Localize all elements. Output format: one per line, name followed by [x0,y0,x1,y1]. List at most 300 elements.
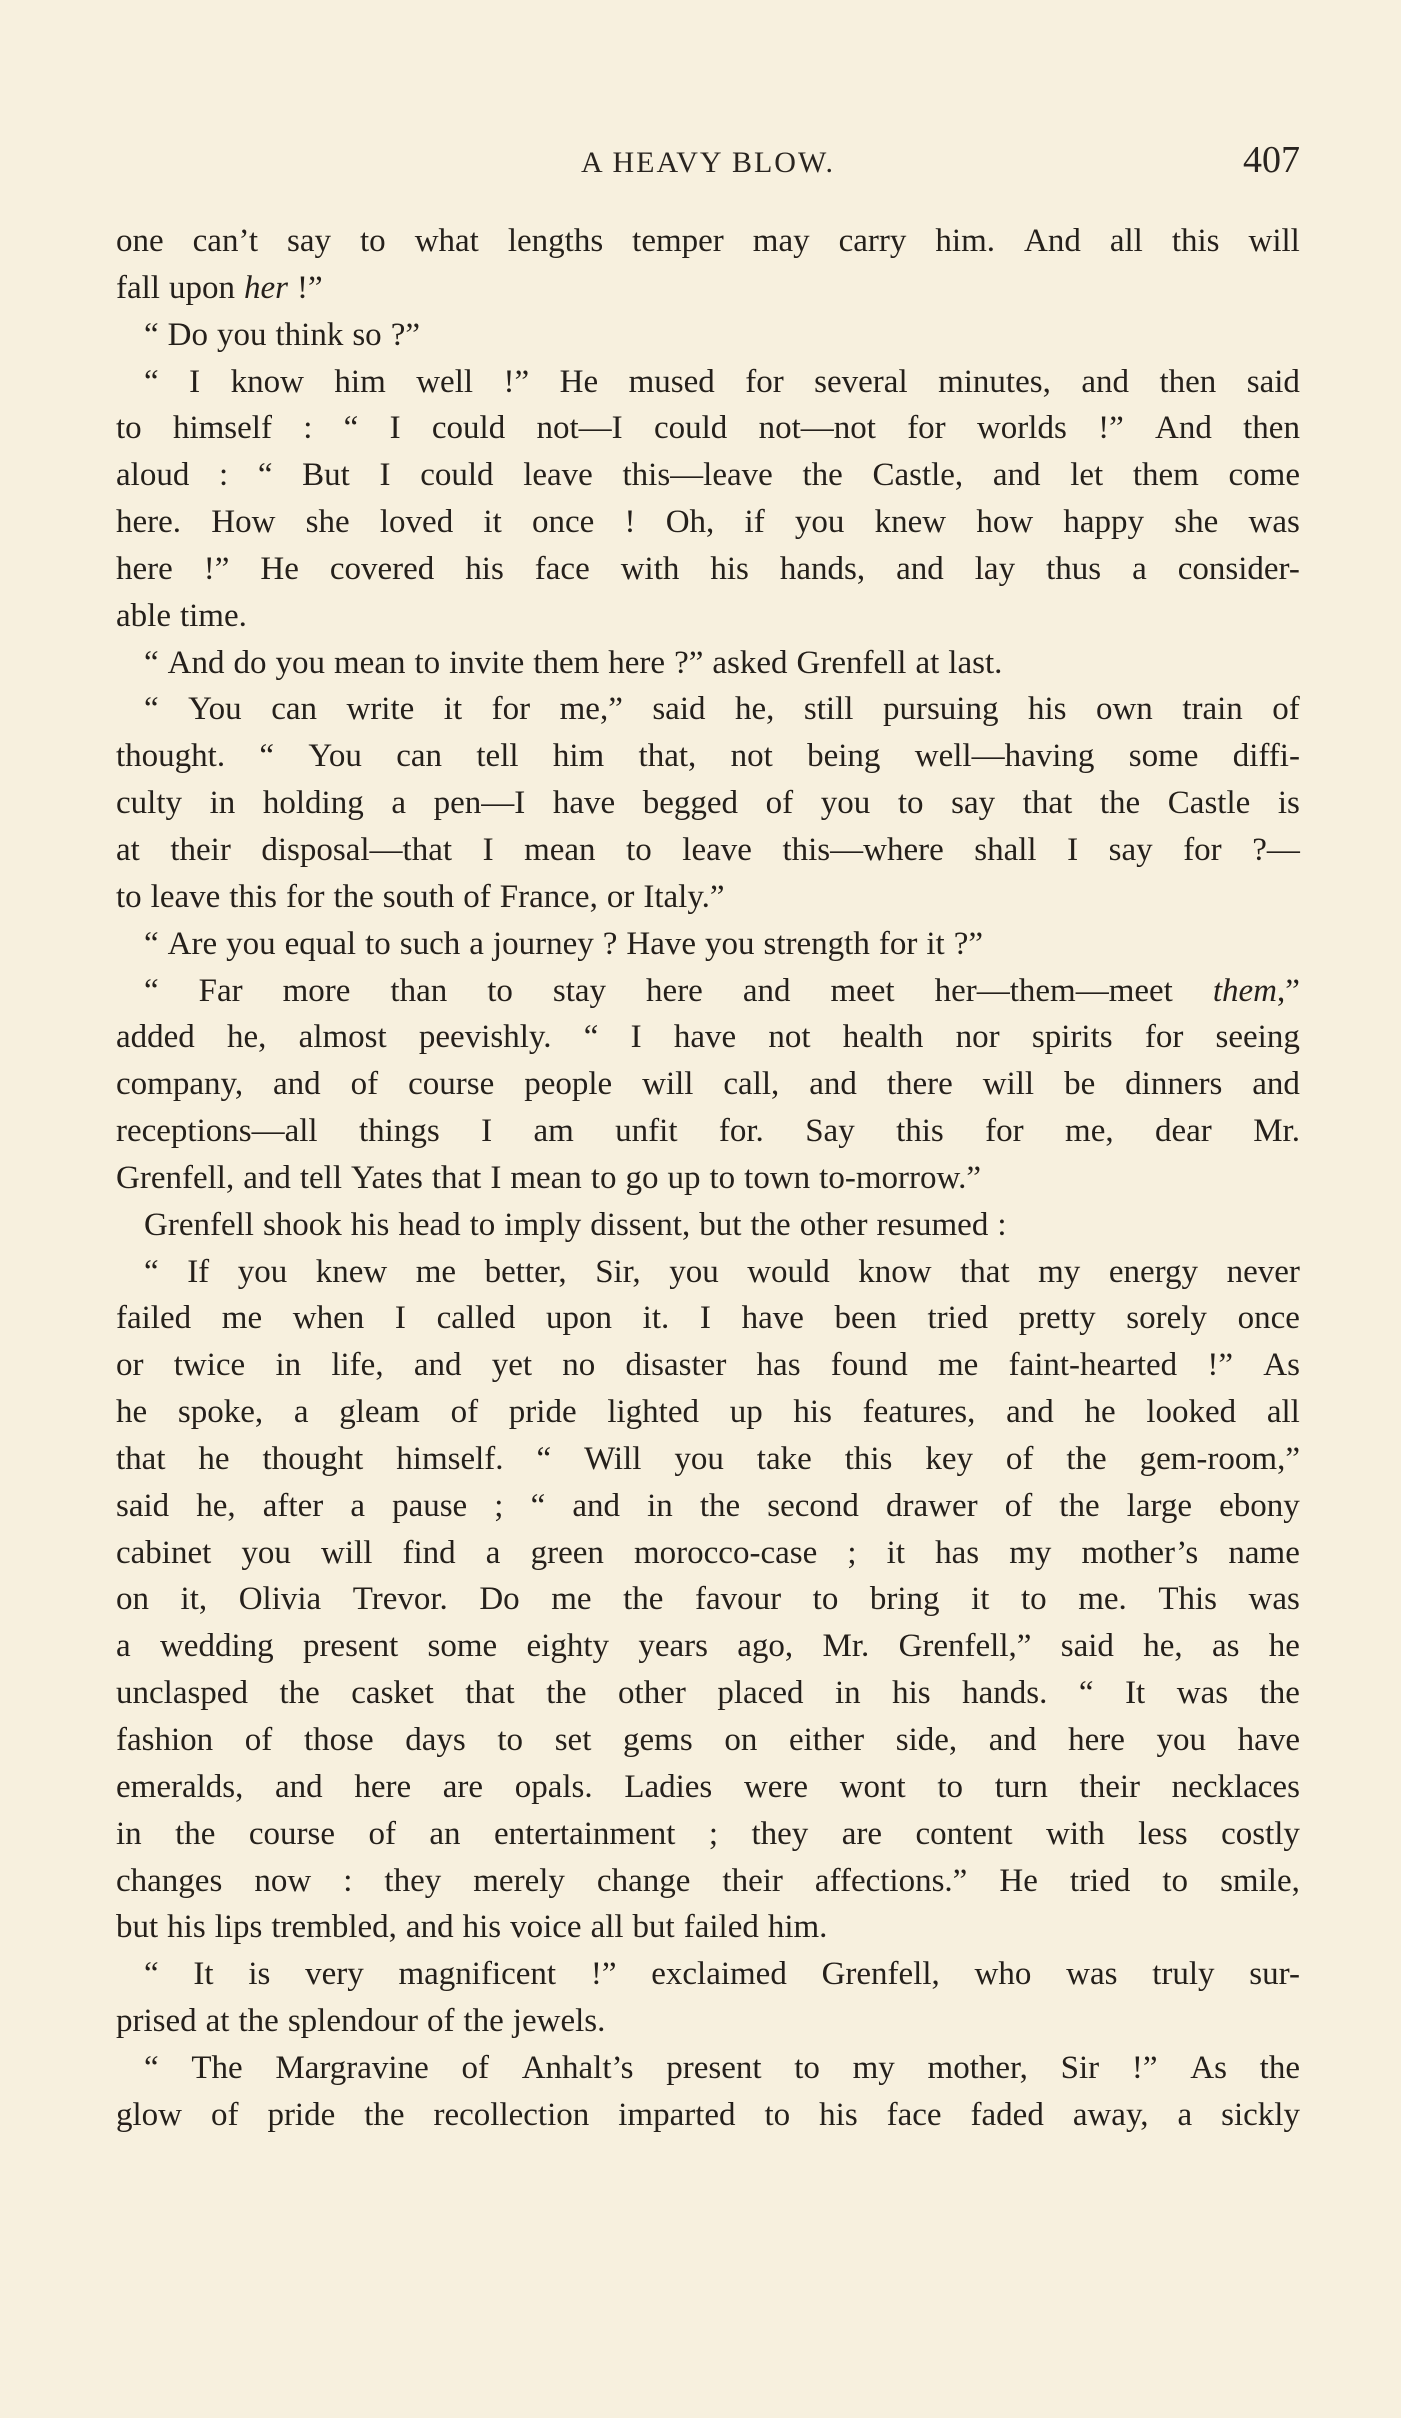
word: The [191,2049,243,2086]
text-line [116,1530,1300,1577]
word: he [198,1440,230,1477]
text-line [116,1904,1300,1951]
word: tried [927,1300,988,1337]
word: called [436,1300,516,1337]
word: mother’s [1081,1534,1199,1571]
word: on [116,1581,149,1618]
word: my [1009,1534,1052,1571]
word: failed [683,1909,759,1946]
word: Grenfell [144,1206,254,1243]
word: Are [167,925,218,962]
text-line [116,1951,1300,1998]
word: course [408,1066,495,1103]
word: “ [144,316,159,353]
word: a [485,1534,501,1571]
word: of [450,1394,479,1431]
word: you [217,316,267,353]
word: diffi- [1232,738,1300,775]
word: He [260,550,299,587]
word: and [896,550,944,587]
word: happy [1063,504,1145,541]
word: Sir, [595,1253,641,1290]
word: were [743,1768,809,1805]
word: of [1004,1487,1033,1524]
text-line [116,1858,1300,1905]
text-line [116,640,1300,687]
word: a [1177,2096,1193,2133]
word: have [552,785,616,822]
word: a [350,1487,365,1524]
word: Anhalt’s [521,2049,634,2086]
word: course [248,1815,336,1852]
word: “ [144,691,159,728]
word: Grenfell, [821,1956,940,1993]
word: here [646,972,703,1009]
word: found [830,1347,908,1384]
word: you [674,1440,724,1477]
word: to [414,644,441,681]
word: those [303,1722,374,1758]
word: it [886,1534,905,1571]
word: that [1022,785,1073,822]
word: their [1079,1768,1141,1805]
word: after [262,1487,324,1524]
word: Say [805,1113,855,1150]
word: stay [552,972,607,1009]
word: so [352,316,382,353]
text-line [116,733,1300,780]
word: If [187,1253,210,1290]
word: come [1228,457,1300,494]
word: large [1126,1487,1193,1524]
word: as [1211,1628,1240,1665]
word: write [346,691,415,728]
word: me [415,1253,457,1290]
word: that [431,1159,482,1196]
word: to [764,2096,791,2133]
word: And [1024,223,1081,259]
word: once [1237,1300,1300,1337]
word: that, [638,738,697,775]
word: he, [735,691,775,728]
word: necklaces [1171,1768,1300,1805]
word: energy [1108,1253,1199,1290]
word: gems [623,1722,693,1758]
word: dinners [1125,1066,1223,1103]
text-line [116,359,1300,406]
word: said [1246,363,1300,400]
word: here [608,644,666,681]
word: she [305,504,350,541]
word: could [653,410,728,447]
word: the [175,1815,216,1852]
word: never [1226,1253,1300,1290]
word: in [647,1487,673,1524]
word: disposal—that [261,831,453,868]
word: sur- [1249,1956,1300,1993]
word: aloud [116,457,190,494]
text-line [116,593,1300,640]
word: that [960,1253,1010,1290]
text-line [116,1623,1300,1670]
text-line [116,1108,1300,1155]
word: pursuing [882,691,999,728]
word: time. [179,597,247,634]
word: go [625,1159,659,1196]
word: was [1176,1675,1229,1712]
word: equal [284,925,357,962]
word: the [238,2003,279,2040]
word: ! [624,504,636,541]
word: things [358,1113,440,1150]
word: wont [839,1768,906,1805]
word: has [756,1347,801,1384]
word: do [233,644,267,681]
word: this [1171,223,1220,259]
word: journey [492,925,594,962]
word: company, [116,1066,244,1103]
word: Grenfell, [116,1159,235,1196]
word: Castle [1167,785,1251,822]
word: placed [717,1675,804,1712]
word: of [765,785,794,822]
word: seeing [1215,1019,1300,1056]
word: “ [536,1440,552,1477]
word: he, [1143,1628,1183,1665]
word: imply [504,1206,582,1243]
word: set [554,1722,592,1758]
word: not—I [536,410,623,447]
word: in [834,1675,861,1712]
word: and [275,1768,323,1805]
word: a [1132,550,1147,587]
word: she [1174,504,1219,541]
word: this [896,1113,944,1150]
word: worlds [976,410,1067,447]
word: of [426,2003,455,2040]
word: lay [974,550,1016,587]
word: This [1158,1581,1217,1618]
word: of [463,878,491,915]
word: pride [267,2096,336,2133]
word: that [465,1675,515,1712]
word: side, [895,1722,958,1758]
word: either [788,1722,865,1758]
word: could [431,410,506,447]
word: turn [994,1768,1048,1805]
word: town [744,1159,811,1196]
word: and [988,1722,1037,1758]
word: name [1228,1534,1300,1571]
word: ; [708,1815,719,1852]
word: they [751,1815,809,1852]
word: but [116,1909,159,1946]
word: knew [315,1253,388,1290]
word: thought. [116,738,226,775]
word: to [365,925,391,962]
word: himself. [396,1440,504,1477]
page-number: 407 [1243,139,1300,181]
word: in [116,1815,142,1852]
word: key [925,1440,973,1477]
word: a [391,785,406,822]
word: was [1248,1581,1300,1618]
word: health [842,1019,924,1056]
word: other [799,1206,868,1243]
word: his [462,1909,502,1946]
word: when [292,1300,365,1337]
word: trembled, [271,1909,397,1946]
word: faded [970,2096,1044,2133]
word: Sir [1060,2049,1100,2086]
word: and [1006,1394,1054,1431]
word: failed [116,1300,192,1337]
word: up [667,1159,701,1196]
word: : [303,410,313,447]
word: shook [262,1206,342,1243]
word: hands, [779,550,866,587]
word: to [794,2049,820,2086]
word: !” [503,363,530,400]
word: second [767,1487,859,1524]
word: shall [974,831,1037,868]
word: say [287,223,332,259]
word: it [483,504,502,541]
word: on [724,1722,758,1758]
text-line [116,1436,1300,1483]
word: “ [1078,1675,1094,1712]
word: once [531,504,595,541]
word: his [167,1909,206,1946]
word: and [405,1909,454,1946]
word: say [1108,831,1153,868]
word: the [1066,1440,1107,1477]
word: gem-room,” [1139,1440,1300,1477]
word: last. [948,644,1003,681]
word: people [524,1066,613,1103]
word: Ladies [624,1768,713,1805]
text-line [116,686,1300,733]
word: tried [1069,1862,1131,1899]
word: you [237,1253,288,1290]
word: ? [602,925,618,962]
word: is [1277,785,1300,822]
word: change [596,1862,691,1899]
word: ; [847,1534,857,1571]
word: can [396,738,443,775]
word: more [282,972,351,1009]
word: me, [1065,1113,1114,1150]
word: them [1132,457,1199,494]
word: several [814,363,908,400]
word: me [551,1581,592,1618]
word: to [812,1581,839,1618]
word: changes [116,1862,223,1899]
word: “ [144,363,159,400]
word: How [211,504,276,541]
word: faint-hearted [1008,1347,1178,1384]
word: take [756,1440,812,1477]
word: “ [144,2049,159,2086]
word: said [116,1487,170,1524]
word: me [938,1347,979,1384]
word: you [1156,1722,1207,1758]
text-line [116,499,1300,546]
word: south [382,878,455,915]
word: !” [296,269,323,306]
word: the [546,1675,587,1712]
word: this [844,1440,893,1477]
word: to [709,1159,736,1196]
word: and [742,972,791,1009]
word: voice [510,1909,582,1946]
word: has [935,1534,980,1571]
text-line [116,1811,1300,1858]
text-line [116,405,1300,452]
word: disaster [625,1347,727,1384]
word: all [1109,223,1143,259]
word: of [210,2096,239,2133]
text-line [116,1249,1300,1296]
word: then [1243,410,1300,447]
word: begged [642,785,739,822]
word: green [530,1534,604,1571]
text-line [116,1155,1300,1202]
word: wedding [159,1628,274,1665]
word: Far [198,972,243,1009]
word: glow [116,2096,182,2133]
word: no [562,1347,596,1384]
word: “ [144,1253,159,1290]
word: loved [379,504,454,541]
word: this [229,878,277,915]
word: peevishly. [418,1019,552,1056]
word: a [293,1394,309,1431]
word: to [487,972,513,1009]
word: cabinet [116,1534,212,1571]
word: the [364,2096,405,2133]
word: is [248,1956,271,1993]
word: strength [763,925,870,962]
word: of [244,1722,273,1758]
word: here. [116,504,182,541]
word: to-morrow.” [819,1159,982,1196]
word: present [666,2049,762,2086]
text-line [116,827,1300,874]
word: unfit [615,1113,678,1150]
word: here [116,550,173,587]
word: “ [144,644,159,681]
word: me [221,1300,263,1337]
word: nor [955,1019,1000,1056]
word: temper [632,223,724,259]
word: than [390,972,448,1009]
word: upon [546,1300,612,1337]
word: Oh, [665,504,715,541]
word: up [729,1394,763,1431]
word: culty [116,785,182,822]
text-line [116,1576,1300,1623]
word: dear [1155,1113,1212,1150]
word: it [926,925,945,962]
text-line [116,546,1300,593]
word: them [533,644,600,681]
word: And [167,644,225,681]
word: said [652,691,706,728]
word: in [209,785,236,822]
word: Olivia [238,1581,322,1618]
word: I [389,410,401,447]
word: the [699,1487,741,1524]
text-line [116,1998,1300,2045]
word: the [623,1581,664,1618]
word: can’t [192,223,259,259]
word: ; [494,1487,504,1524]
word: it, [180,1581,208,1618]
word: it [443,691,463,728]
word: find [402,1534,456,1571]
word: and [273,1066,321,1103]
word: my [1038,1253,1081,1290]
word: “ [144,925,159,962]
text-line [116,1202,1300,1249]
word: jewels. [512,2003,606,2040]
word: in [275,1347,302,1384]
word: better, [484,1253,567,1290]
word: such [399,925,461,962]
word: or [116,1347,144,1384]
word: her—them—meet [934,972,1173,1009]
word: the [802,457,843,494]
word: he [1268,1628,1300,1665]
word: are [841,1815,883,1852]
word: this—where [782,831,944,868]
word: at [116,831,140,868]
text-line [116,1389,1300,1436]
word: looked [1146,1394,1237,1431]
word: what [414,223,479,259]
word: will [1248,223,1300,259]
word: think [275,316,344,353]
word: there [886,1066,953,1103]
word: thus [1046,550,1102,587]
word: know [858,1253,932,1290]
word: that [116,1440,166,1477]
word: and [243,1159,291,1196]
word: bring [869,1581,940,1618]
word: away, [1072,2096,1149,2133]
word: resumed [876,1206,989,1243]
word: present [302,1628,399,1665]
word: prised [116,2003,197,2040]
word: entertainment [493,1815,676,1852]
word: his [1027,691,1067,728]
word: lips [214,1909,263,1946]
word: and [1252,1066,1300,1103]
word: emeralds, [116,1768,244,1805]
word: gleam [339,1394,420,1431]
word: call, [723,1066,780,1103]
word: magnificent [398,1956,557,1993]
text-line [116,1014,1300,1061]
word: his [892,1675,931,1712]
word: life, [331,1347,384,1384]
word: But [302,457,350,494]
word: all [1266,1394,1300,1431]
word: for [907,410,946,447]
word: her [243,269,288,306]
word: the [463,2003,504,2040]
